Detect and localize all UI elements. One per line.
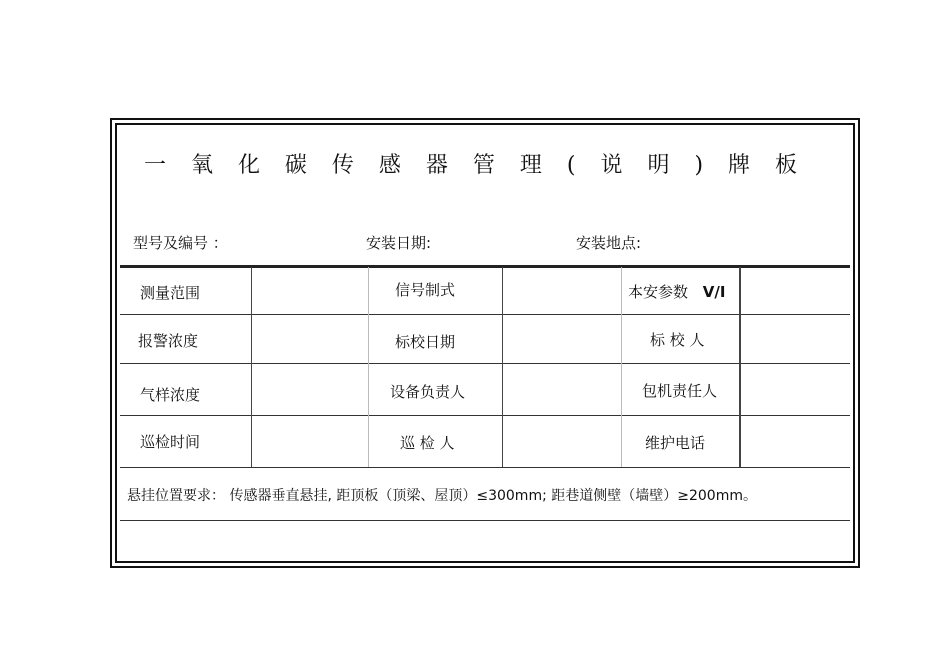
table-column-divider — [621, 267, 622, 467]
table-column-divider — [251, 267, 252, 467]
install-location-label: 安装地点: — [576, 234, 642, 252]
label-signal-type: 信号制式 — [395, 281, 456, 299]
label-maintenance-owner: 包机责任人 — [642, 382, 718, 400]
board-title: 一 氧 化 碳 传 感 器 管 理 ( 说 明 ) 牌 板 — [143, 153, 807, 178]
label-alarm-concentration: 报警浓度 — [138, 332, 199, 350]
label-calibration-date: 标校日期 — [395, 333, 456, 351]
install-date-label: 安装日期: — [366, 234, 432, 252]
model-number-label: 型号及编号 ： — [133, 234, 228, 252]
parameter-table — [120, 265, 850, 468]
table-column-divider — [368, 267, 369, 467]
mounting-requirement: 悬挂位置要求： 传感器垂直悬挂, 距顶板（顶梁、屋顶）≤300mm; 距巷道侧壁（墙壁）≥200mm。 — [127, 488, 757, 504]
label-inspection-time: 巡检时间 — [140, 433, 201, 451]
label-maintenance-phone: 维护电话 — [645, 434, 706, 452]
bottom-divider — [120, 520, 850, 521]
label-safety-params — [628, 281, 725, 302]
table-bottom-border — [120, 467, 850, 468]
table-column-divider — [502, 267, 503, 467]
label-sample-concentration: 气样浓度 — [140, 386, 201, 404]
safety-params-unit: V/I — [702, 283, 726, 301]
safety-params-text: 本安参数 — [628, 283, 689, 301]
label-measure-range: 测量范围 — [140, 284, 201, 302]
label-equipment-manager: 设备负责人 — [390, 383, 466, 401]
table-column-divider — [739, 267, 741, 467]
label-calibrator: 标 校 人 — [650, 331, 705, 349]
label-inspector: 巡 检 人 — [400, 434, 455, 452]
